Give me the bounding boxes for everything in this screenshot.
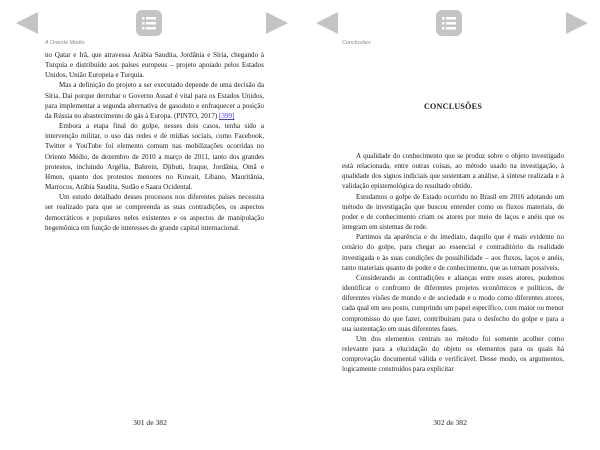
running-head: A Oriente Médio (45, 40, 85, 46)
body-text (342, 151, 564, 374)
next-page-button[interactable] (562, 10, 592, 36)
page-number: 301 de 382 (133, 418, 167, 427)
paragraph: Estudamos o golpe de Estado ocorrido no Brasil em 2016 adotando um método de investigação que buscou entender como os fluxos materiais, de poder e de conhecimento criam os atores por meio de laços e anéis que os integram em sistemas de rede. (342, 192, 564, 232)
footnote-link[interactable]: [399] (219, 111, 235, 120)
page-number: 302 de 382 (433, 418, 467, 427)
paragraph: Um dos elementos centrais no método foi somente acolher como relevante para a elucidação do objeto os elementos para os quais há comprovação documental válida e verificável. Desse modo, os argumentos, logicamente construídos para explicitar (342, 334, 564, 374)
right-page (300, 0, 600, 450)
running-head: Conclusões (342, 40, 371, 46)
arrow-left-icon (12, 10, 42, 36)
chapter-title: CONCLUSÕES (423, 102, 483, 111)
paragraph: Considerando as contradições e alianças entre esses atores, pudemos identificar o confronto de diferentes projetos econômicos e políticos, de diferentes visões de mundo e de sociedade e o modo como diferentes atores, cada qual em seu posto, cumprindo um papel específico, com maior ou menor compromisso do que fazer, contribuíram para o desfecho do golpe e para a sua sustentação em suas diferentes fases. (342, 273, 564, 333)
menu-button[interactable] (434, 8, 464, 38)
arrow-left-icon (312, 10, 342, 36)
paragraph (45, 80, 264, 121)
paragraph: no Qatar e Irã, que atravessa Arábia Saudita, Jordânia e Síria, chegando à Turquia e distribuído aos países europeus – projeto apoiado pelos Estados Unidos, União Europeia e Turquia. (45, 51, 264, 80)
paragraph-text: Mas a definição do projeto a ser executado depende de uma decisão da Síria. Daí porque derrubar o Governo Assad é vital para os Estados Unidos, para implementar a segunda alternativa de gasoduto e enfraquecer a posição da Rússia no abastecimento de gás à Europa. (PINTO, 2017) (45, 81, 264, 120)
paragraph: Partimos da aparência e do imediato, daquilo que é mais evidente no cenário do golpe, para chegar ao essencial e contraditório da realidade investigada e às suas condições de possibilidade – aos fluxos, laços e anéis, tanto materiais quanto de poder e de conhecimento, que as tornam possíveis. (342, 233, 564, 272)
prev-page-button[interactable] (312, 10, 342, 36)
list-menu-icon (134, 8, 164, 38)
next-page-button[interactable] (262, 10, 292, 36)
paragraph: A qualidade do conhecimento que se produz sobre o objeto investigado está relacionada, entre outras coisas, ao método usado na investigação, à qualidade dos signos indiciais que sustentam a análise, à síntese realizada e à validação epistemológica do resultado obtido. (342, 152, 564, 191)
body-text (45, 50, 264, 233)
paragraph: Um estudo detalhado desses processos nos diferentes países necessita ser realizado para que se compreenda as suas contradições, os aspectos democráticos e populares neles existentes e os aspectos de manipulação hegemônica em função de interesses do grande capital internacional. (45, 193, 264, 232)
menu-button[interactable] (134, 8, 164, 38)
prev-page-button[interactable] (12, 10, 42, 36)
list-menu-icon (434, 8, 464, 38)
arrow-right-icon (262, 10, 292, 36)
arrow-right-icon (562, 10, 592, 36)
paragraph: Embora a etapa final do golpe, nesses dois casos, tenha sido a intervenção militar, o uso das redes e de mídias sociais, como Facebook, Twitter e YouTube foi elemento comum nas mobilizações ocorridas no Oriente Médio, de dezembro de 2010 a março de 2011, tanto dos grandes protestos, incluindo Argélia, Bahrein, Djibuti, Iraque, Jordânia, Omã e Iêmen, quanto dos protestos menores no Kuwait, Líbano, Mauritânia, Marrocos, Arábia Saudita, Sudão e Saara Ocidental. (45, 122, 264, 192)
